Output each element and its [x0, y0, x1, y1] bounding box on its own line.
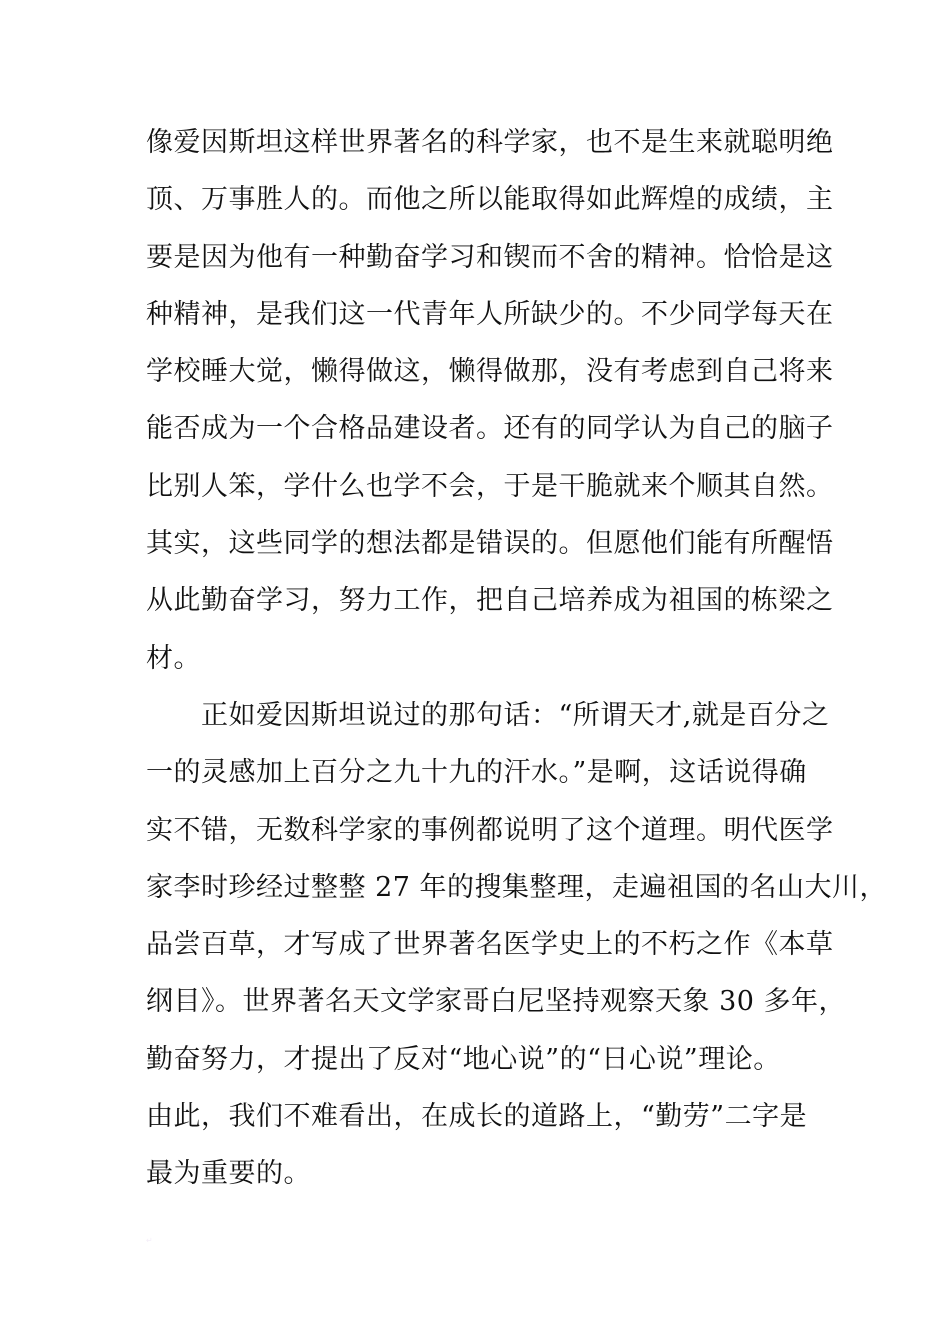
- text-line: 材。: [146, 642, 201, 674]
- text-line: 要是因为他有一种勤奋学习和锲而不舍的精神。恰恰是这: [146, 241, 834, 273]
- text-line: 家李时珍经过整整 27 年的搜集整理，走遍祖国的名山大川，: [146, 871, 888, 903]
- text-line: 其实，这些同学的想法都是错误的。但愿他们能有所醒悟: [146, 528, 834, 560]
- text-line: 实不错，无数科学家的事例都说明了这个道理。明代医学: [146, 814, 834, 846]
- text-line: 品尝百草，才写成了世界著名医学史上的不朽之作《本草: [146, 929, 834, 961]
- text-line: 顶、万事胜人的。而他之所以能取得如此辉煌的成绩，主: [146, 184, 834, 216]
- paragraph-2: [146, 687, 888, 1203]
- text-line: 纲目》。世界著名天文学家哥白尼坚持观察天象 30 多年，: [146, 986, 847, 1018]
- text-line-indented: 正如爱因斯坦说过的那句话：“所谓天才,就是百分之: [201, 699, 830, 731]
- text-line: 勤奋努力，才提出了反对“地心说”的“日心说”理论。: [146, 1043, 781, 1075]
- text-line: 像爱因斯坦这样世界著名的科学家，也不是生来就聪明绝: [146, 127, 834, 158]
- paragraph-1: [146, 114, 846, 687]
- document-body: [146, 114, 888, 1203]
- text-line: 一的灵感加上百分之九十九的汗水。”是啊，这话说得确: [146, 757, 807, 789]
- text-line: 从此勤奋学习，努力工作，把自己培养成为祖国的栋梁之: [146, 585, 834, 617]
- paragraph-mark-icon: ↵: [146, 1236, 153, 1245]
- text-line: 比别人笨，学什么也学不会，于是干脆就来个顺其自然。: [146, 470, 834, 502]
- text-line: 能否成为一个合格品建设者。还有的同学认为自己的脑子: [146, 413, 834, 445]
- text-line: 种精神，是我们这一代青年人所缺少的。不少同学每天在: [146, 298, 834, 330]
- text-line: 最为重要的。: [146, 1158, 311, 1190]
- text-line: 学校睡大觉，懒得做这，懒得做那，没有考虑到自己将来: [146, 356, 834, 388]
- text-line: 由此，我们不难看出，在成长的道路上，“勤劳”二字是: [146, 1101, 808, 1133]
